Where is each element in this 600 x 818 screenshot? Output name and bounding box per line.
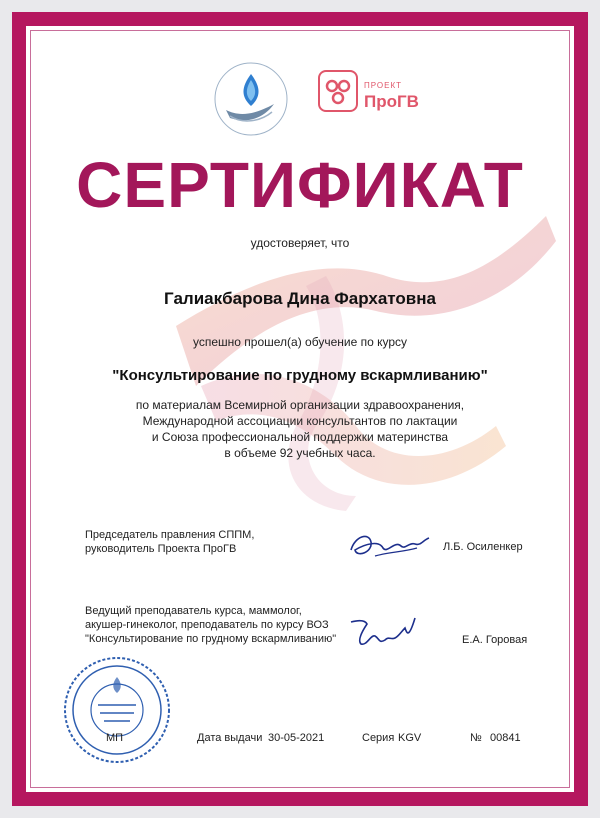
stamp-place-label: МП	[106, 732, 124, 744]
number-value: 00841	[490, 732, 521, 744]
signature-1-image	[345, 522, 435, 566]
role-line: Ведущий преподаватель курса, маммолог,	[85, 605, 302, 617]
description-line: по материалам Всемирной организации здравоохранения,	[135, 398, 465, 412]
issue-date-value: 30-05-2021	[268, 732, 325, 744]
completed-text: успешно прошел(а) обучение по курсу	[192, 335, 408, 349]
series-label: Серия	[362, 732, 395, 744]
signatory-1-name: Л.Б. Осиленкер	[443, 541, 523, 553]
course-name: "Консультирование по грудному вскармливанию"	[112, 367, 488, 384]
role-line: руководитель Проекта ПроГВ	[85, 543, 237, 555]
progv-logo-text: ПроГВ	[364, 92, 419, 111]
role-line: "Консультирование по грудному вскармливанию"	[85, 633, 337, 645]
description-line: в объеме 92 учебных часа.	[224, 446, 376, 460]
course-description	[0, 397, 600, 461]
description-line: и Союза профессиональной поддержки материнства	[151, 430, 449, 444]
progv-logo-icon	[318, 70, 358, 112]
role-line: акушер-гинеколог, преподаватель по курсу ВОЗ	[85, 619, 329, 631]
signatory-2-name: Е.А. Горовая	[462, 634, 528, 646]
certificate-title: СЕРТИФИКАТ	[76, 149, 524, 221]
recipient-name: Галиакбарова Дина Фархатовна	[164, 289, 436, 308]
signatory-1-role	[85, 528, 254, 556]
stamp-seal-icon	[62, 655, 172, 765]
number-label: №	[470, 732, 482, 744]
role-line: Председатель правления СППМ,	[85, 529, 255, 541]
description-line: Международной ассоциации консультантов по лактации	[142, 414, 458, 428]
signature-2-image	[345, 610, 425, 654]
series-value: KGV	[398, 732, 422, 744]
union-logo-icon	[212, 60, 290, 138]
certifies-text: удостоверяет, что	[250, 236, 350, 250]
progv-logo-small-text: ПРОЕКТ	[364, 81, 403, 90]
signatory-2-role	[85, 604, 336, 646]
issue-date-label: Дата выдачи	[197, 732, 263, 744]
